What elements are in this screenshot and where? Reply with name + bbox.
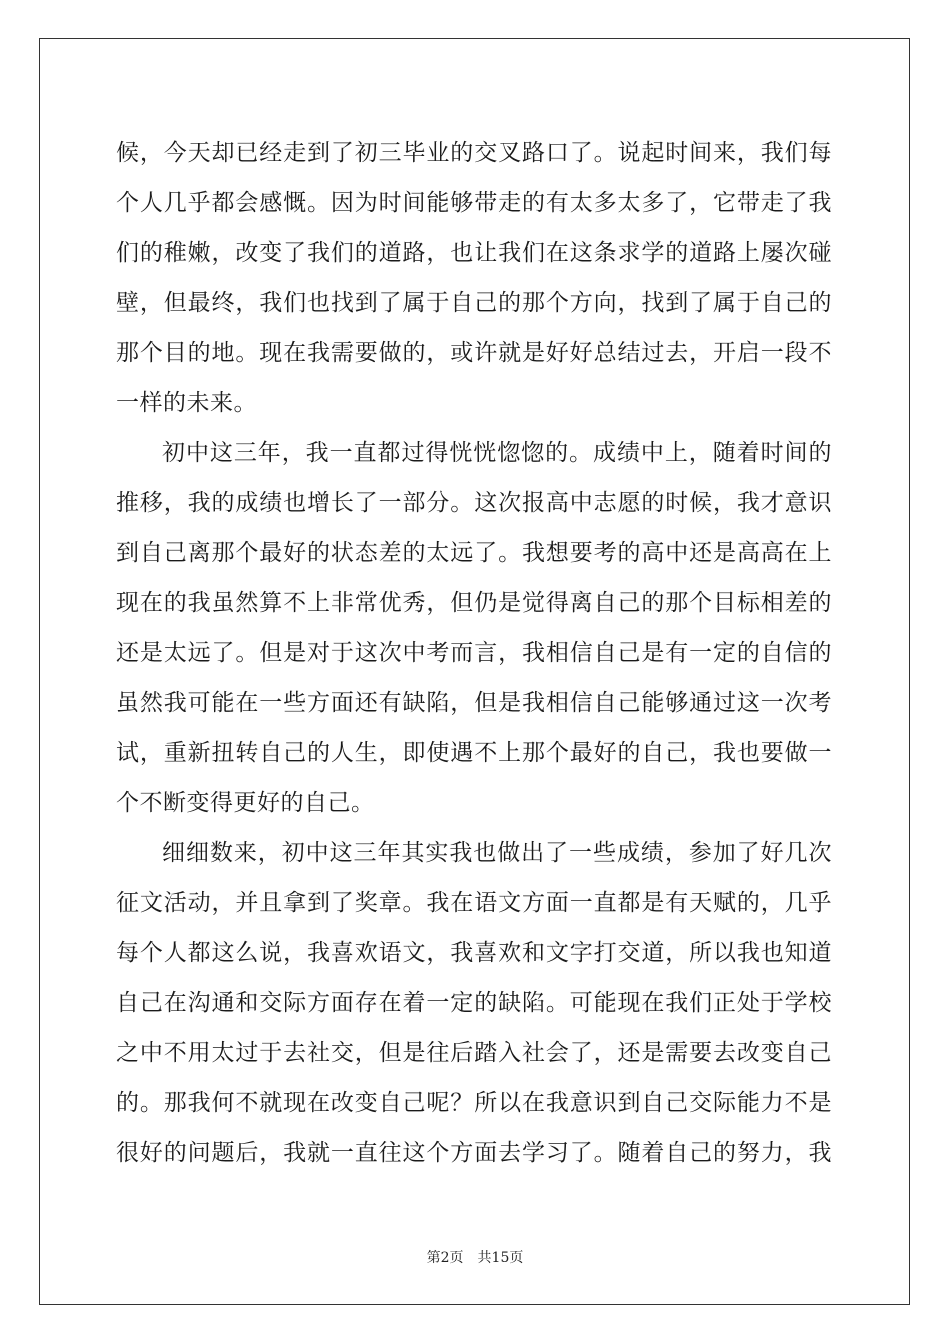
text-line: 之中不用太过于去社交，但是往后踏入社会了，还是需要去改变自己: [116, 1040, 832, 1066]
text-line: 候，今天却已经走到了初三毕业的交叉路口了。说起时间来，我们每: [116, 140, 832, 166]
paragraph: [116, 428, 832, 828]
text-line: 试，重新扭转自己的人生，即使遇不上那个最好的自己，我也要做一: [116, 740, 832, 766]
text-line: 很好的问题后，我就一直往这个方面去学习了。随着自己的努力，我: [116, 1140, 832, 1166]
total-pages: 共15页: [477, 1250, 524, 1266]
text-line: 细细数来，初中这三年其实我也做出了一些成绩，参加了好几次: [162, 840, 832, 866]
text-line: 壁，但最终，我们也找到了属于自己的那个方向，找到了属于自己的: [116, 290, 832, 316]
text-line: 还是太远了。但是对于这次中考而言，我相信自己是有一定的自信的: [116, 640, 832, 666]
text-line: 每个人都这么说，我喜欢语文，我喜欢和文字打交道，所以我也知道: [116, 940, 832, 966]
text-line: 到自己离那个最好的状态差的太远了。我想要考的高中还是高高在上: [116, 540, 832, 566]
text-line: 个人几乎都会感慨。因为时间能够带走的有太多太多了，它带走了我: [116, 190, 832, 216]
text-line: 初中这三年，我一直都过得恍恍惚惚的。成绩中上，随着时间的: [162, 440, 832, 466]
text-line: 的。那我何不就现在改变自己呢？所以在我意识到自己交际能力不是: [116, 1090, 832, 1116]
text-line: 征文活动，并且拿到了奖章。我在语文方面一直都是有天赋的，几乎: [116, 890, 832, 916]
text-line: 虽然我可能在一些方面还有缺陷，但是我相信自己能够通过这一次考: [116, 690, 832, 716]
text-line: 一样的未来。: [116, 390, 257, 416]
text-line: 自己在沟通和交际方面存在着一定的缺陷。可能现在我们正处于学校: [116, 990, 832, 1016]
page-number: 第2页: [426, 1250, 464, 1266]
document-body: [116, 128, 832, 1178]
text-line: 那个目的地。现在我需要做的，或许就是好好总结过去，开启一段不: [116, 340, 832, 366]
text-line: 推移，我的成绩也增长了一部分。这次报高中志愿的时候，我才意识: [116, 490, 832, 516]
text-line: 个不断变得更好的自己。: [116, 790, 375, 816]
paragraph: [116, 128, 832, 428]
page-footer: [0, 1247, 950, 1267]
paragraph: [116, 828, 832, 1178]
text-line: 们的稚嫩，改变了我们的道路，也让我们在这条求学的道路上屡次碰: [116, 240, 832, 266]
text-line: 现在的我虽然算不上非常优秀，但仍是觉得离自己的那个目标相差的: [116, 590, 832, 616]
